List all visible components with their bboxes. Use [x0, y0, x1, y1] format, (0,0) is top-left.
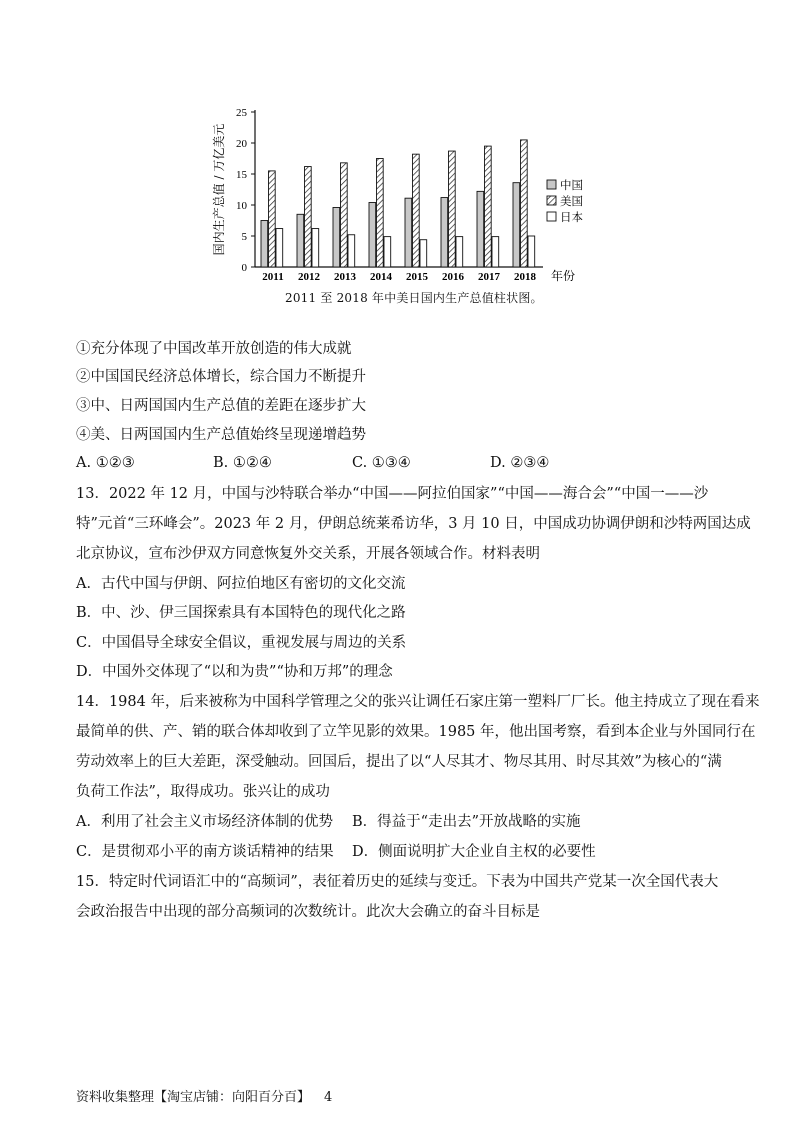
q15-stem-line-2: 会政治报告中出现的部分高频词的次数统计。此次大会确立的奋斗目标是 — [76, 904, 540, 920]
x-tick-label: 2011 — [262, 271, 284, 283]
legend-swatch-日本 — [547, 212, 556, 221]
legend-label: 日本 — [560, 210, 583, 224]
q12-option-c[interactable]: C. ①③④ — [352, 455, 411, 471]
q12-option-d[interactable]: D. ②③④ — [490, 455, 550, 471]
bar-美国-2014 — [377, 159, 384, 268]
q15-stem-line-1: 15．特定时代词语汇中的“高频词”，表征着历史的延续与变迁。下表为中国共产党某一次全国代表大 — [76, 874, 719, 890]
bar-中国-2012 — [297, 214, 304, 267]
footer-source: 资料收集整理【淘宝店铺：向阳百分百】 — [76, 1090, 311, 1105]
x-axis-label: 年份 — [551, 269, 576, 283]
x-tick-label: 2012 — [298, 271, 320, 283]
q13-option-a[interactable]: A．古代中国与伊朗、阿拉伯地区有密切的文化交流 — [76, 576, 406, 592]
bar-美国-2012 — [305, 167, 312, 267]
y-tick-label: 5 — [241, 231, 247, 243]
bar-日本-2013 — [348, 235, 355, 267]
q14-option-d[interactable]: D．侧面说明扩大企业自主权的必要性 — [352, 844, 596, 860]
chart-canvas — [205, 100, 585, 290]
bar-中国-2018 — [513, 183, 520, 267]
q14-option-c[interactable]: C．是贯彻邓小平的南方谈话精神的结果 — [76, 844, 334, 860]
y-tick-label: 0 — [241, 262, 247, 274]
bar-日本-2014 — [384, 237, 391, 267]
legend-label: 美国 — [560, 194, 583, 208]
bar-日本-2017 — [492, 237, 499, 267]
x-tick-label: 2015 — [406, 271, 428, 283]
bar-中国-2016 — [441, 198, 448, 267]
bar-美国-2015 — [413, 154, 420, 267]
bar-日本-2015 — [420, 240, 427, 267]
q14-stem-line-2: 最简单的供、产、销的联合体却收到了立竿见影的效果。1985 年，他出国考察，看到本企业与外国同行在 — [76, 724, 756, 740]
y-tick-label: 15 — [236, 169, 247, 181]
y-tick-label: 20 — [236, 138, 247, 150]
bar-中国-2014 — [369, 203, 376, 267]
legend-swatch-中国 — [547, 180, 556, 189]
q14-stem-line-3: 劳动效率上的巨大差距，深受触动。回国后，提出了以“人尽其才、物尽其用、时尽其效”为核心的“满 — [76, 754, 722, 770]
q12-option-a[interactable]: A. ①②③ — [76, 455, 135, 471]
bar-美国-2013 — [341, 163, 348, 267]
bar-中国-2011 — [261, 221, 268, 268]
y-tick-label: 10 — [236, 200, 247, 212]
y-tick-label: 25 — [236, 107, 247, 119]
bar-美国-2011 — [269, 171, 276, 267]
bar-日本-2012 — [312, 229, 319, 267]
x-tick-label: 2018 — [514, 271, 536, 283]
statement-4: ④美、日两国国内生产总值始终呈现递增趋势 — [76, 427, 366, 443]
q13-stem-line-1: 13．2022 年 12 月，中国与沙特联合举办“中国——阿拉伯国家”“中国——海合会”“中国一——沙 — [76, 486, 709, 502]
chart-caption: 2011 至 2018 年中美日国内生产总值柱状图。 — [285, 291, 543, 305]
x-tick-label: 2013 — [334, 271, 356, 283]
bar-美国-2016 — [449, 151, 456, 267]
q13-option-d[interactable]: D．中国外交体现了“以和为贵”“协和万邦”的理念 — [76, 664, 393, 680]
bar-日本-2011 — [276, 229, 283, 267]
q13-stem-line-2: 特”元首“三环峰会”。2023 年 2 月，伊朗总统莱希访华，3 月 10 日，中国成功协调伊朗和沙特两国达成 — [76, 516, 751, 532]
q13-option-b[interactable]: B．中、沙、伊三国探索具有本国特色的现代化之路 — [76, 605, 406, 621]
bar-中国-2017 — [477, 191, 484, 267]
x-tick-label: 2014 — [370, 271, 392, 283]
statement-2: ②中国国民经济总体增长，综合国力不断提升 — [76, 369, 366, 385]
legend-swatch-美国 — [547, 196, 556, 205]
q14-option-a[interactable]: A．利用了社会主义市场经济体制的优势 — [76, 814, 333, 830]
bar-中国-2013 — [333, 207, 340, 267]
statement-3: ③中、日两国国内生产总值的差距在逐步扩大 — [76, 398, 366, 414]
q14-stem-line-1: 14．1984 年，后来被称为中国科学管理之父的张兴让调任石家庄第一塑料厂厂长。他主持成立了现在看来 — [76, 694, 760, 710]
bar-日本-2016 — [456, 237, 463, 267]
y-axis-label: 国内生产总值 / 万亿美元 — [212, 123, 226, 256]
q12-option-b[interactable]: B. ①②④ — [213, 455, 272, 471]
q14-stem-line-4: 负荷工作法”，取得成功。张兴让的成功 — [76, 784, 330, 800]
bar-美国-2017 — [485, 146, 492, 267]
q13-stem-line-3: 北京协议，宣布沙伊双方同意恢复外交关系，开展各领域合作。材料表明 — [76, 546, 540, 562]
bar-日本-2018 — [528, 236, 535, 267]
page-number: 4 — [324, 1090, 333, 1105]
bar-中国-2015 — [405, 198, 412, 267]
q14-option-b[interactable]: B．得益于“走出去”开放战略的实施 — [352, 814, 581, 830]
q13-option-c[interactable]: C．中国倡导全球安全倡议，重视发展与周边的关系 — [76, 635, 407, 651]
page-footer — [76, 1086, 332, 1105]
x-tick-label: 2016 — [442, 271, 464, 283]
statement-1: ①充分体现了中国改革开放创造的伟大成就 — [76, 341, 352, 357]
gdp-bar-chart — [205, 100, 585, 315]
x-tick-label: 2017 — [478, 271, 500, 283]
bar-美国-2018 — [521, 140, 528, 267]
legend-label: 中国 — [560, 178, 583, 192]
